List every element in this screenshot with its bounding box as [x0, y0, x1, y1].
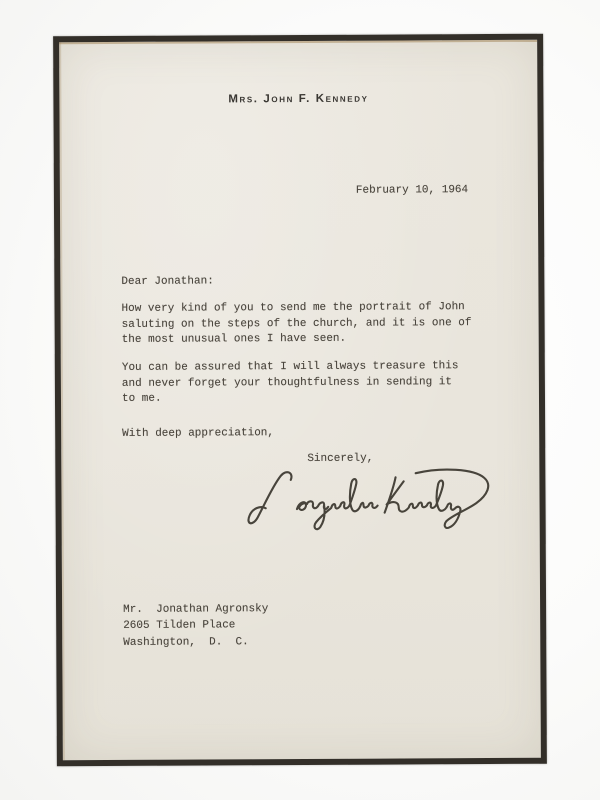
signature-icon — [244, 462, 506, 537]
jacqueline-kennedy-signature — [244, 462, 506, 537]
recipient-address: Mr. Jonathan Agronsky 2605 Tilden Place Washington, D. C. — [123, 603, 269, 649]
valediction-text: With deep appreciation, — [122, 427, 275, 440]
body-paragraph: You can be assured that I will always treasure this and never forget your thoughtfulness in sending it to me. — [121, 360, 459, 405]
letterhead-text: Mrs. John F. Kennedy — [228, 92, 369, 106]
letter-photo-frame — [53, 34, 547, 767]
letter-paper — [59, 40, 541, 760]
signoff-text: Sincerely, — [307, 452, 374, 465]
date-text: February 10, 1964 — [355, 184, 469, 197]
salutation-text: Dear Jonathan: — [121, 275, 214, 288]
body-paragraph: How very kind of you to send me the portrait of John saluting on the steps of the church, and it is one of the most unusual ones I have seen. — [121, 301, 472, 346]
